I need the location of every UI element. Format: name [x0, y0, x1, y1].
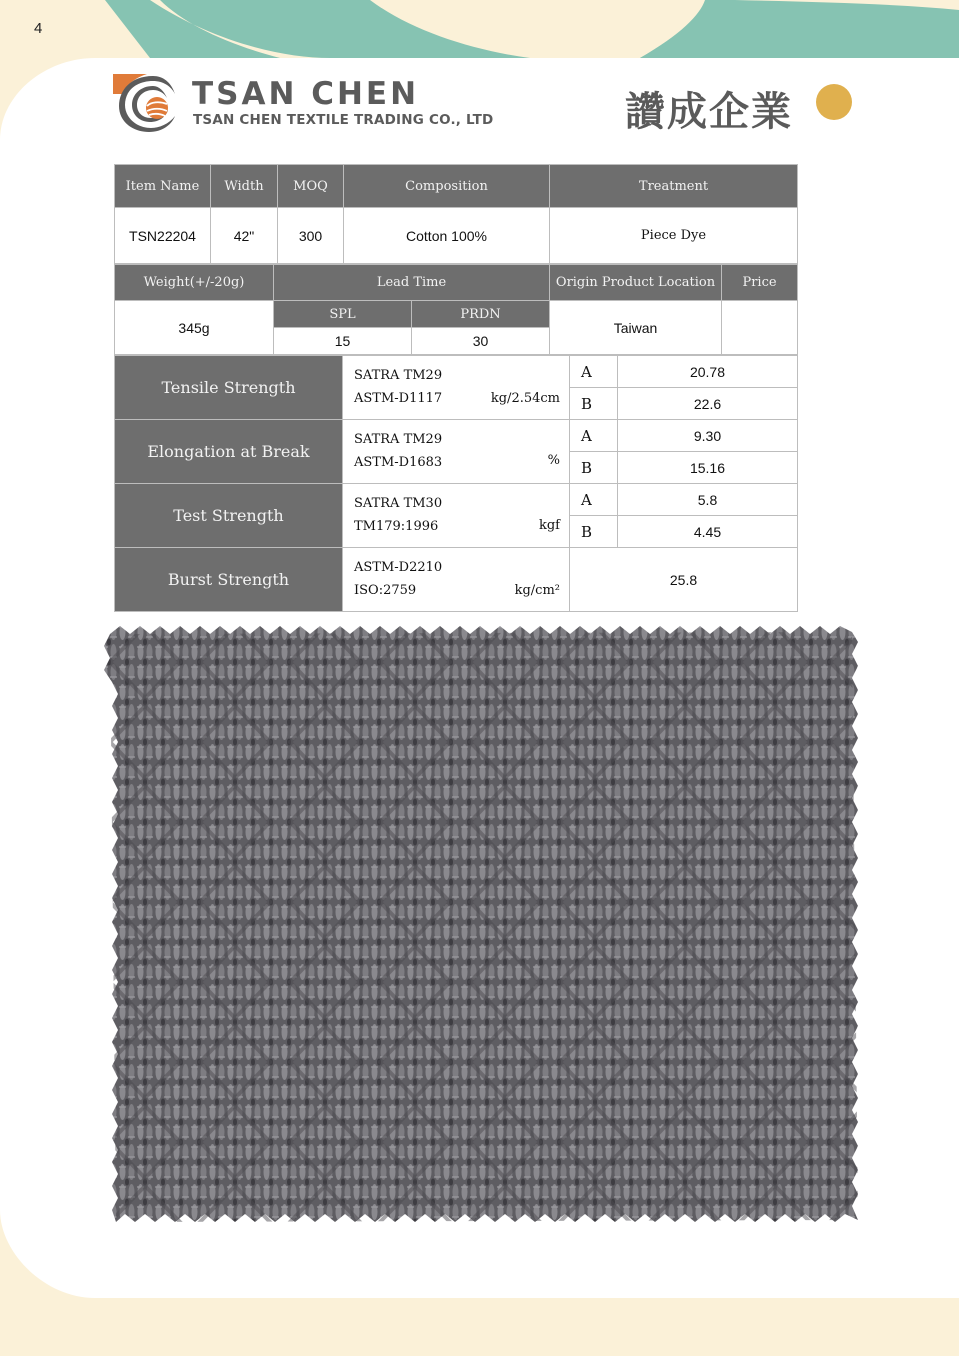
- header-treatment: Treatment: [550, 165, 798, 208]
- value-price: [722, 301, 798, 355]
- result-value-burst: 25.8: [570, 548, 798, 612]
- result-value-a: 9.30: [618, 420, 798, 452]
- result-label-b: B: [570, 388, 618, 420]
- test-name-burst: Burst Strength: [115, 548, 343, 612]
- method-line-2: TM179:1996: [354, 519, 439, 534]
- test-method-elongation: [343, 420, 570, 484]
- brand-chinese-name: 讚成企業: [625, 89, 793, 135]
- value-width: 42": [211, 208, 278, 264]
- method-unit: kg/cm²: [514, 583, 560, 598]
- result-value-a: 20.78: [618, 356, 798, 388]
- method-line-1: SATRA TM29: [354, 368, 443, 383]
- method-unit: kg/2.54cm: [490, 391, 560, 406]
- header-weight: Weight(+/-20g): [115, 265, 274, 301]
- spec-table-2: [114, 264, 798, 355]
- value-weight: 345g: [115, 301, 274, 355]
- value-treatment: Piece Dye: [550, 208, 798, 264]
- header-moq: MOQ: [278, 165, 344, 208]
- method-line-2: ASTM-D1117: [354, 391, 443, 406]
- header-price: Price: [722, 265, 798, 301]
- company-logo-icon: [113, 72, 179, 134]
- test-name-tensile: Tensile Strength: [115, 356, 343, 420]
- method-unit: %: [547, 453, 560, 468]
- brand-name: TSAN CHEN: [192, 76, 420, 112]
- test-method-tensile: [343, 356, 570, 420]
- result-value-b: 22.6: [618, 388, 798, 420]
- method-line-1: SATRA TM30: [354, 496, 443, 511]
- brand-subtitle: TSAN CHEN TEXTILE TRADING CO., LTD: [193, 112, 494, 128]
- result-value-b: 15.16: [618, 452, 798, 484]
- header-width: Width: [211, 165, 278, 208]
- test-name-test-strength: Test Strength: [115, 484, 343, 548]
- method-line-1: SATRA TM29: [354, 432, 443, 447]
- swatch-diamond-overlay: [110, 632, 858, 1222]
- header-origin: Origin Product Location: [550, 265, 722, 301]
- value-item-name: TSN22204: [115, 208, 211, 264]
- method-unit: kgf: [538, 518, 560, 533]
- header-spl: SPL: [274, 301, 412, 328]
- method-line-2: ISO:2759: [354, 583, 417, 598]
- brand-dot-icon: [816, 84, 852, 120]
- header-composition: Composition: [344, 165, 550, 208]
- result-label-b: B: [570, 452, 618, 484]
- result-label-a: A: [570, 484, 618, 516]
- header-item-name: Item Name: [115, 165, 211, 208]
- test-method-test-strength: [343, 484, 570, 548]
- result-value-b: 4.45: [618, 516, 798, 548]
- value-moq: 300: [278, 208, 344, 264]
- result-label-a: A: [570, 356, 618, 388]
- header-lead-time: Lead Time: [274, 265, 550, 301]
- value-prdn: 30: [412, 328, 550, 355]
- header-prdn: PRDN: [412, 301, 550, 328]
- value-composition: Cotton 100%: [344, 208, 550, 264]
- value-spl: 15: [274, 328, 412, 355]
- spec-table: [114, 164, 798, 264]
- test-method-burst: [343, 548, 570, 612]
- result-label-a: A: [570, 420, 618, 452]
- test-name-elongation: Elongation at Break: [115, 420, 343, 484]
- fabric-swatch-image: [100, 622, 862, 1228]
- result-label-b: B: [570, 516, 618, 548]
- page-number: 4: [34, 20, 43, 37]
- method-line-2: ASTM-D1683: [354, 455, 443, 470]
- result-value-a: 5.8: [618, 484, 798, 516]
- test-results-table: [114, 355, 798, 612]
- method-line-1: ASTM-D2210: [354, 560, 443, 575]
- value-origin: Taiwan: [550, 301, 722, 355]
